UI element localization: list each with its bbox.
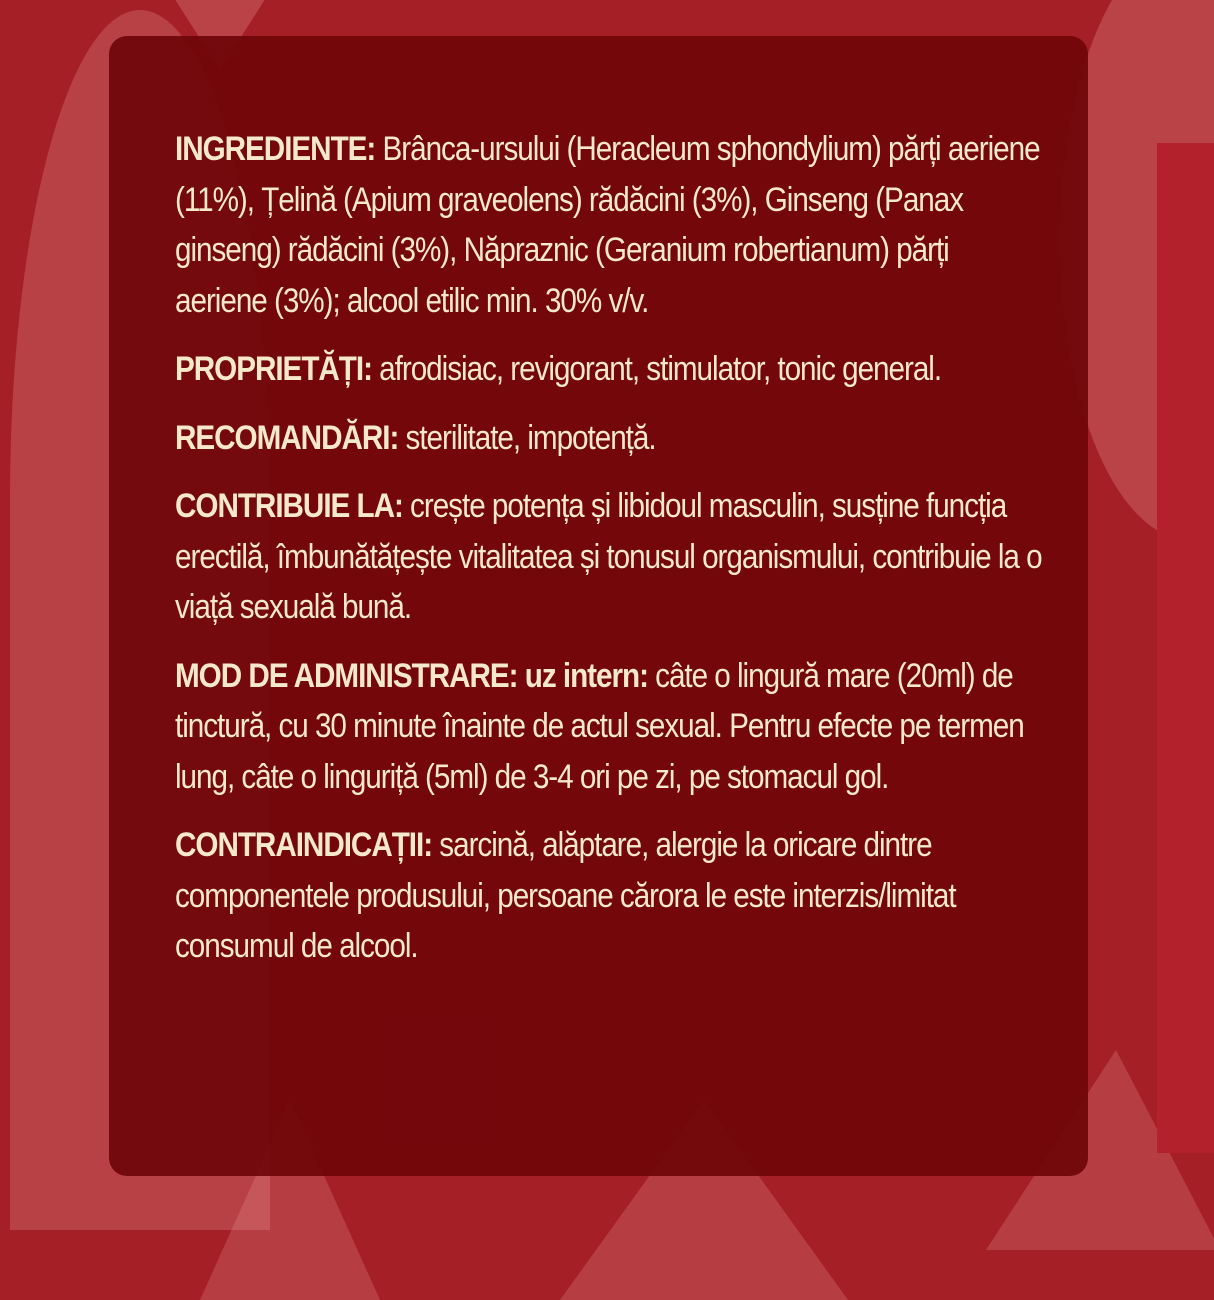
- section-recommendations: [175, 413, 1048, 464]
- section-label: MOD DE ADMINISTRARE:: [175, 656, 518, 695]
- section-label: INGREDIENTE:: [175, 130, 376, 168]
- section-label: CONTRAINDICAȚII:: [175, 826, 433, 864]
- section-contributes-to: [175, 481, 1048, 633]
- section-text: sarcină, alăptare, alergie la oricare dintre componentele produsului, persoane cărora le este interzis/limitat consumul de alcool.: [175, 826, 956, 965]
- section-properties: [175, 344, 1048, 395]
- section-text: crește potența și libidoul masculin, susține funcția erectilă, îmbunătățește vitalitatea și tonusul organismului, contribuie la o viață sexuală bună.: [175, 487, 1042, 626]
- decorative-side-bar: [1157, 143, 1214, 1153]
- section-contraindications: [175, 820, 1048, 972]
- section-text: Brânca-ursului (Heracleum sphondylium) părți aeriene (11%), Țelină (Apium graveolens) rădăcini (3%), Ginseng (Panax ginseng) rădăcini (3%), Năpraznic (Geranium robertianum) părți aeriene (3%); alcool etilic min. 30% v/v.: [175, 130, 1040, 320]
- section-label: CONTRIBUIE LA:: [175, 487, 403, 525]
- section-text: câte o lingură mare (20ml) de tinctură, cu 30 minute înainte de actul sexual. Pentru efecte pe termen lung, câte o linguriță (5ml) de 3-4 ori pe zi, pe stomacul gol.: [175, 656, 1024, 796]
- product-info-panel: [109, 36, 1088, 1176]
- section-label: RECOMANDĂRI:: [175, 418, 399, 457]
- section-text: sterilitate, impotență.: [405, 418, 656, 457]
- section-administration: [175, 651, 1048, 803]
- section-ingredients: [175, 124, 1048, 326]
- section-label: PROPRIETĂȚI:: [175, 350, 372, 388]
- section-sublabel: uz intern:: [524, 656, 648, 695]
- section-text: afrodisiac, revigorant, stimulator, tonic general.: [379, 350, 942, 388]
